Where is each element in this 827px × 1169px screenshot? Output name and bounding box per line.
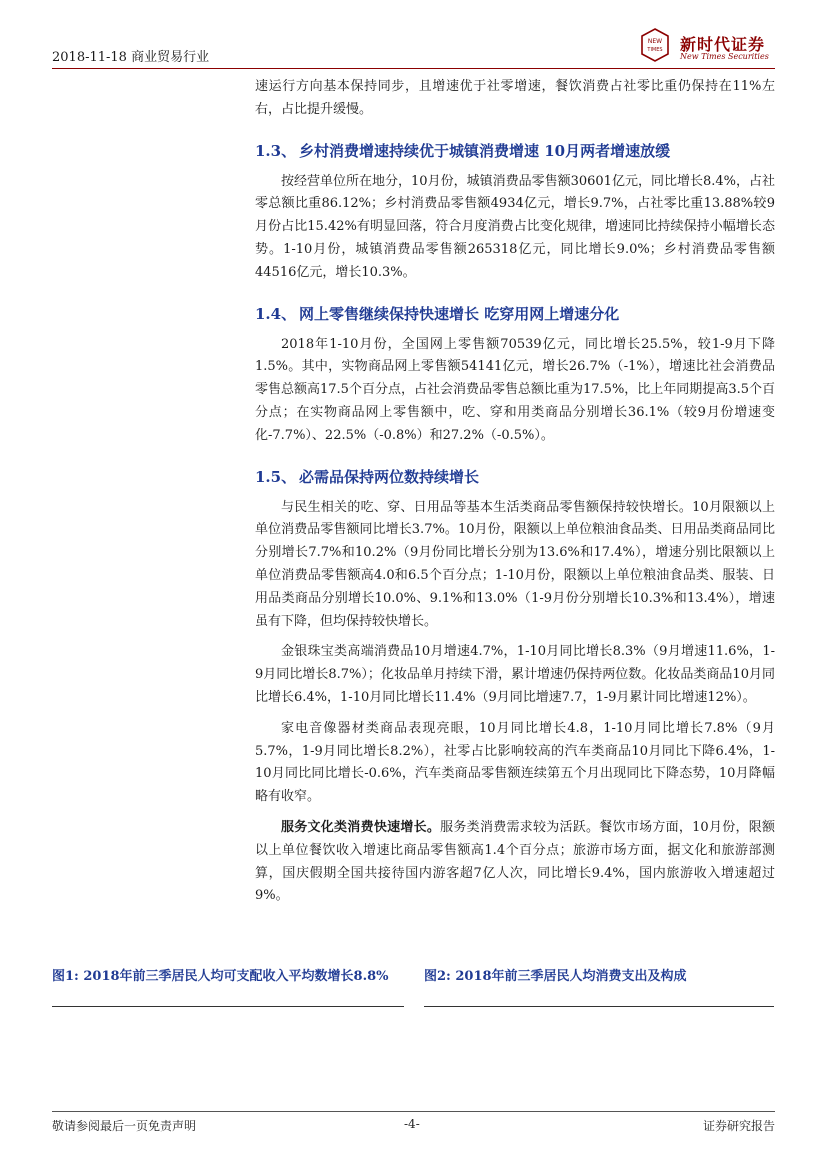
logo-chinese-name: 新时代证券 [680, 35, 766, 54]
footer-disclaimer-note: 敬请参阅最后一页免责声明 [52, 1119, 197, 1133]
main-content [255, 76, 775, 908]
company-logo [640, 28, 780, 66]
section-number: 1.4、 [255, 304, 297, 323]
section-heading-1-5 [255, 466, 775, 487]
paragraph-necessities: 与民生相关的吃、穿、日用品等基本生活类商品零售额保持较快增长。10月限额以上单位消费品零售额同比增长3.7%。10月份，限额以上单位粮油食品类、日用品类商品同比分别增长7.7%和10.2%（9月份同比增长分别为13.6%和17.4%），增速分别比限额以上单位消费品零售额高4.0和6.5个百分点；1-10月份，限额以上单位粮油食品类、服装、日用品类商品分别增长10.0%、9.1%和13.0%（1-9月份分别增长10.3%和13.4%），增速虽有下降，但均保持较快增长。 [255, 499, 775, 629]
paragraph-continued: 速运行方向基本保持同步，且增速优于社零增速，餐饮消费占社零比重仍保持在11%左右，占比提升缓慢。 [255, 79, 775, 117]
svg-text:TIMES: TIMES [647, 47, 663, 53]
section-title: 必需品保持两位数持续增长 [299, 467, 480, 486]
paragraph-jewelry-cosmetics: 金银珠宝类高端消费品10月增速4.7%，1-10月同比增长8.3%（9月增速11.6%，1-9月同比增长8.7%）；化妆品单月持续下滑，累计增速仍保持两位数。化妆品类商品10月同比增长6.4%，1-10月同比增长11.4%（9月同比增速7.7，1-9月累计同比增速12%）。 [255, 644, 775, 705]
svg-text:NEW: NEW [647, 38, 663, 45]
logo-english-name: New Times Securities [680, 52, 769, 61]
paragraph-rural-urban: 按经营单位所在地分，10月份，城镇消费品零售额30601亿元，同比增长8.4%，占社零总额比重86.12%；乡村消费品零售额4934亿元，增长9.7%，占社零比重13.88%较9月份占比15.42%有明显回落，符合月度消费占比变化规律，增速同比持续保持小幅增长态势。1-10月份，城镇消费品零售额265318亿元，同比增长9.0%；乡村消费品零售额44516亿元，增长10.3%。 [255, 173, 775, 280]
figure-1-caption: 图1: 2018年前三季居民人均可支配收入平均数增长8.8% [52, 969, 389, 984]
logo-badge-icon [640, 28, 670, 62]
figure-2-caption: 图2: 2018年前三季居民人均消费支出及构成 [424, 969, 687, 984]
paragraph-services [255, 817, 775, 908]
section-number: 1.3、 [255, 141, 297, 160]
section-heading-1-3 [255, 140, 775, 161]
footer-report-type: 证券研究报告 [702, 1119, 775, 1133]
figure-1-divider [52, 1006, 404, 1007]
section-title: 网上零售继续保持快速增长 吃穿用网上增速分化 [299, 304, 620, 323]
paragraph-online-retail: 2018年1-10月份，全国网上零售额70539亿元，同比增长25.5%，较1-9月下降1.5%。其中，实物商品网上零售额54141亿元，增长26.7%（-1%），增速比社会消费品零售总额高17.5个百分点，占社会消费品零售总额比重为17.5%，比上年同期提高3.5个百分点；在实物商品网上零售额中，吃、穿和用类商品分别增长36.1%（较9月份增速变化-7.7%）、22.5%（-0.8%）和27.2%（-0.5%）。 [255, 336, 775, 443]
figure-2-divider [424, 1006, 774, 1007]
services-text: 服务类消费需求较为活跃。餐饮市场方面，10月份，限额以上单位餐饮收入增速比商品零售额高1.4个百分点；旅游市场方面，据文化和旅游部测算，国庆假期全国共接待国内游客超7亿人次，同比增长9.4%，国内旅游收入增速超过9%。 [255, 819, 775, 904]
footer-divider [52, 1111, 775, 1112]
paragraph-appliances-autos: 家电音像器材类商品表现亮眼，10月同比增长4.8，1-10月同比增长7.8%（9月5.7%，1-9月同比增长8.2%），社零占比影响较高的汽车类商品10月同比下降6.4%，1-10月同比同比增长-0.6%，汽车类商品零售额连续第五个月出现同比下降态势，10月降幅略有收窄。 [255, 720, 775, 805]
section-number: 1.5、 [255, 467, 297, 486]
section-title: 乡村消费增速持续优于城镇消费增速 10月两者增速放缓 [299, 141, 671, 160]
header-date-sector: 2018-11-18 商业贸易行业 [52, 50, 210, 65]
page-number: -4- [404, 1117, 420, 1131]
section-heading-1-4 [255, 303, 775, 324]
header-divider [52, 68, 775, 69]
services-lead: 服务文化类消费快速增长。 [281, 819, 441, 835]
